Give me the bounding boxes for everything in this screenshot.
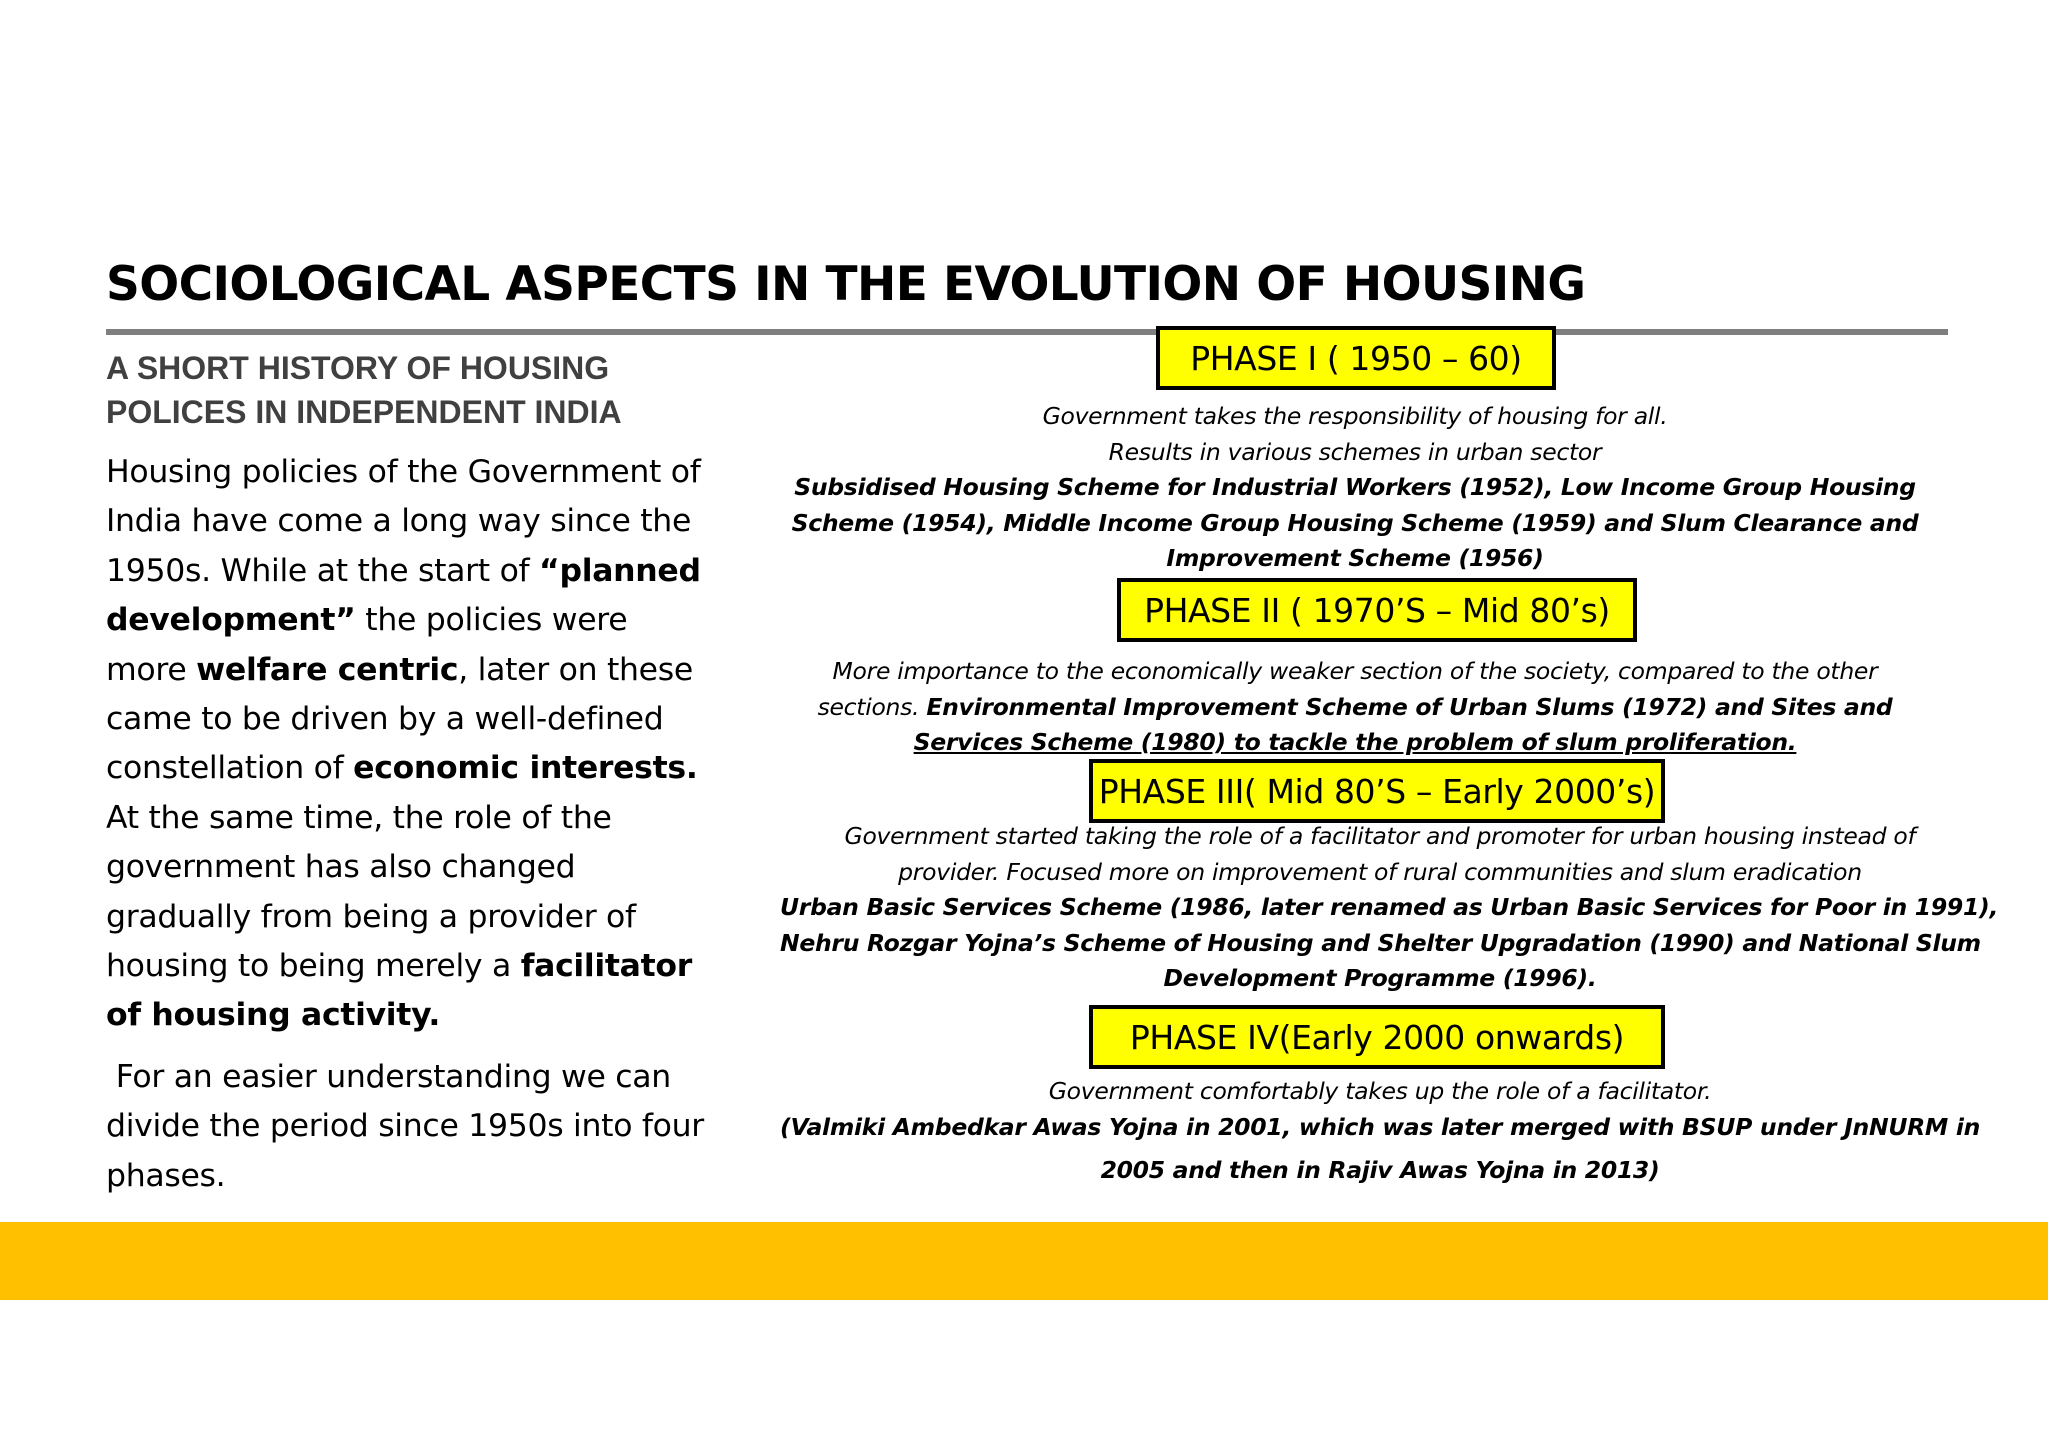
intro-paragraph <box>106 448 706 1041</box>
phase-2-schemes-line: Services Scheme (1980) to tackle the problem of slum proliferation. <box>913 728 1797 756</box>
phase-1-desc-line: Government takes the responsibility of housing for all. <box>1042 402 1668 430</box>
phase-1-label: PHASE I ( 1950 – 60) <box>1156 326 1556 390</box>
footer-accent-bar <box>0 1222 2048 1300</box>
phase-4-schemes-line: (Valmiki Ambedkar Awas Yojna in 2001, which was later merged with BSUP under JnNURM in <box>780 1112 1981 1141</box>
intro-emphasis-facilitator: facilitator of housing activity. <box>106 948 692 1034</box>
intro-text-run: the policies were more <box>106 602 628 688</box>
subheading-line-2: POLICES IN INDEPENDENT INDIA <box>106 394 622 430</box>
phase-3-schemes-line: Urban Basic Services Scheme (1986, later renamed as Urban Basic Services for Poor in 1991), <box>780 893 1999 921</box>
phase-3-schemes-line: Nehru Rozgar Yojna’s Scheme of Housing and Shelter Upgradation (1990) and National Slum <box>780 928 1981 957</box>
intro-text-run: , later on these came to be driven by a well-defined constellation of <box>106 651 693 787</box>
phase-3-description <box>780 819 1999 997</box>
phase-1-desc-line: Results in various schemes in urban sector <box>1108 437 1602 466</box>
phase-2-desc-line: sections. <box>817 692 927 721</box>
phase-1-schemes-line: Scheme (1954), Middle Income Group Housing Scheme (1959) and Slum Clearance and <box>791 508 1919 537</box>
phase-1-schemes-line: Subsidised Housing Scheme for Industrial Workers (1952), Low Income Group Housing <box>794 473 1916 501</box>
phase-3-desc-line: Government started taking the role of a facilitator and promoter for urban housing instead of <box>844 822 1916 850</box>
phase-4-label: PHASE IV(Early 2000 onwards) <box>1089 1005 1665 1069</box>
phase-4-description <box>780 1074 1980 1189</box>
intro-emphasis-economic-interests: economic interests. <box>353 750 698 787</box>
phases-intro-paragraph: For an easier understanding we can divide the period since 1950s into four phases. <box>106 1058 714 1194</box>
phase-3-schemes-line: Development Programme (1996). <box>1163 964 1597 992</box>
intro-text <box>106 448 714 1201</box>
phase-1-description <box>780 399 1930 577</box>
intro-emphasis-planned-development: “planned development” <box>106 552 701 639</box>
page-title: SOCIOLOGICAL ASPECTS IN THE EVOLUTION OF HOUSING <box>106 257 1586 312</box>
phase-3-label: PHASE III( Mid 80’S – Early 2000’s) <box>1089 759 1665 823</box>
phase-4-schemes-line: 2005 and then in Rajiv Awas Yojna in 2013) <box>1100 1156 1660 1184</box>
title-underline <box>106 329 1948 335</box>
phase-2-schemes-line: Environmental Improvement Scheme of Urban Slums (1972) and Sites and <box>926 692 1893 721</box>
section-subheading <box>106 346 706 434</box>
phase-3-desc-line: provider. Focused more on improvement of rural communities and slum eradication <box>898 857 1862 886</box>
phase-4-desc-line: Government comfortably takes up the role of a facilitator. <box>1048 1077 1712 1105</box>
phase-2-label: PHASE II ( 1970’S – Mid 80’s) <box>1117 578 1637 642</box>
phase-2-desc-line: More importance to the economically weaker section of the society, compared to the other <box>832 657 1878 685</box>
intro-text-run: At the same time, the role of the government has also changed gradually from being a provider of housing to being merely a <box>106 799 636 985</box>
intro-emphasis-welfare-centric: welfare centric <box>196 651 459 688</box>
phase-1-schemes-line: Improvement Scheme (1956) <box>1166 544 1544 572</box>
intro-text-run: Housing policies of the Government of India have come a long way since the 1950s. While at the start of <box>106 454 701 589</box>
subheading-line-1: A SHORT HISTORY OF HOUSING <box>106 350 610 386</box>
phase-2-description <box>780 654 1930 761</box>
